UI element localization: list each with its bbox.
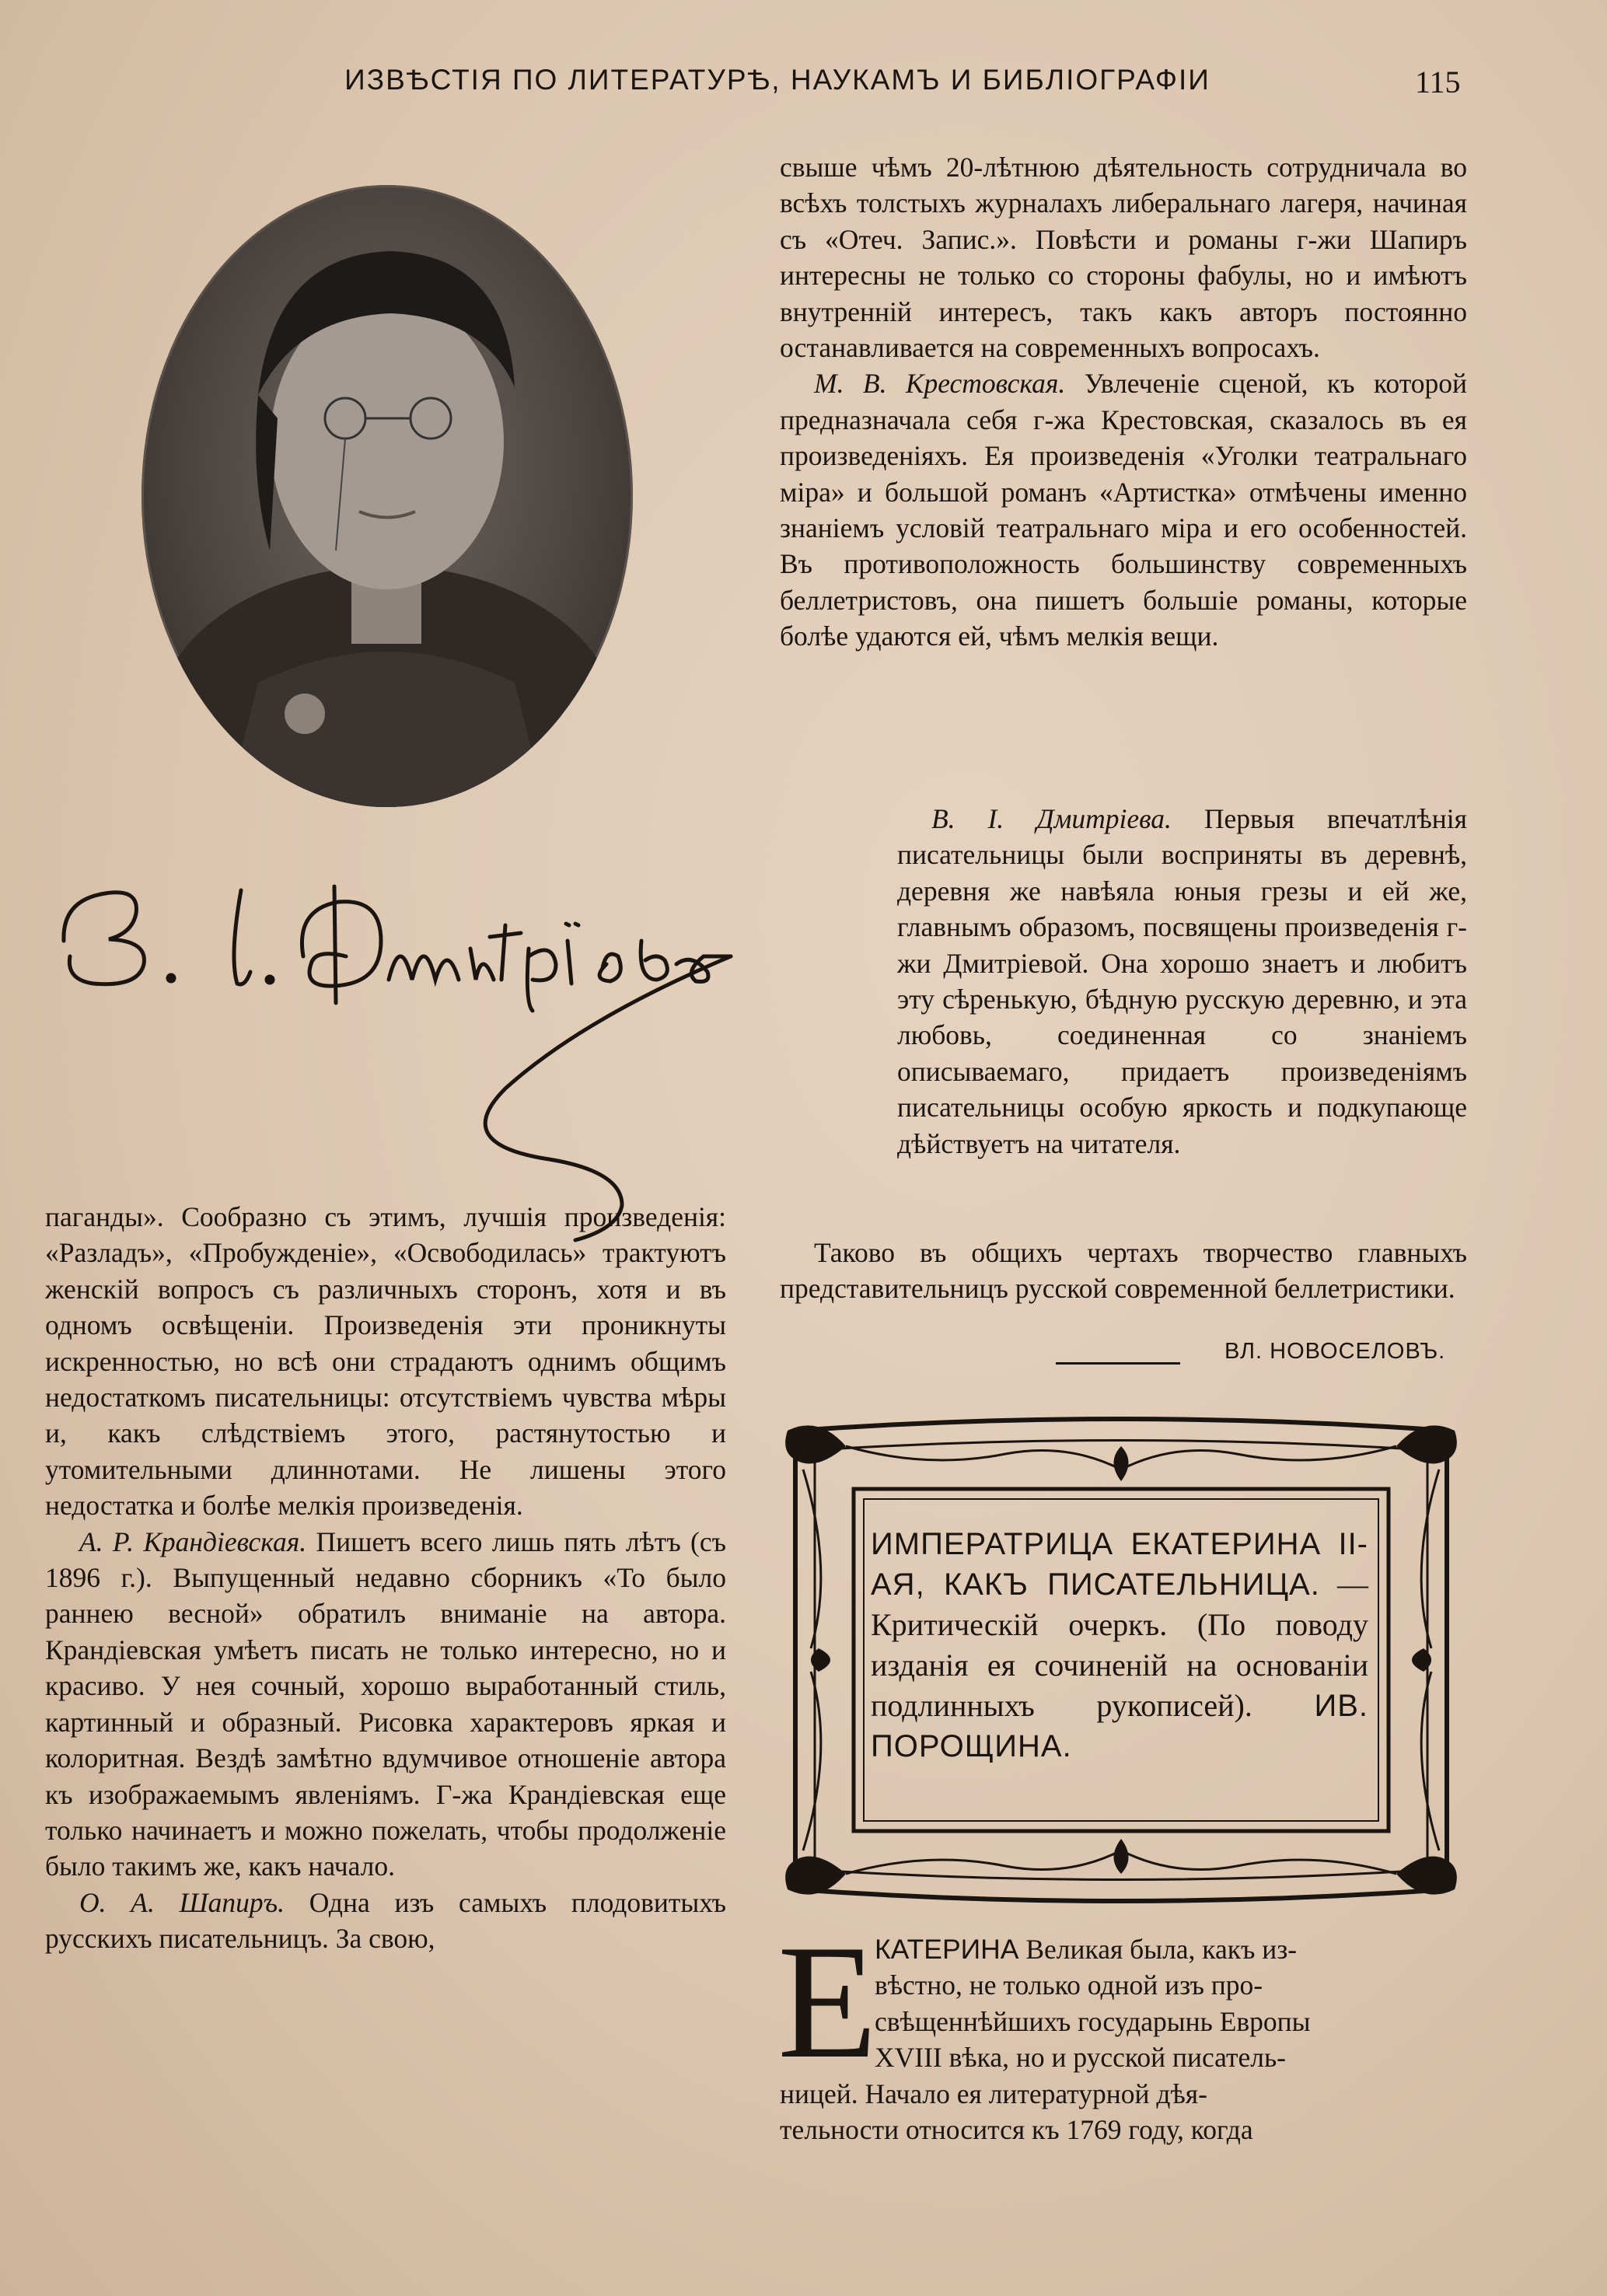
author-name-dmitrieva: В. І. Дмитріева. [931,803,1172,834]
paragraph-body: Увлеченіе сценой, къ которой предназначала себя г-жа Крестовская, сказалось въ ея произведеніяхъ. Ея произведенія «Уголки театральнаго міра» и большой романъ «Артистка» отмѣчены именно знаніемъ условій театральнаго міра и его особенностей. Въ противоположность большинству современныхъ беллетристовъ, она пишетъ большіе романы, которые болѣе удаются ей, чѣмъ мелкія вещи. [780,368,1468,652]
opening-line-1 [875,1931,1467,1967]
right-paragraph-1: свыше чѣмъ 20-лѣтнюю дѣятельность сотрудничала во всѣхъ толстыхъ журналахъ либеральнаго лагеря, начиная съ «Отеч. Запис.». Повѣсти и романы г-жи Шапиръ интересны не только со стороны фабулы, но и имѣютъ внутренній интересъ, такъ какъ авторъ постоянно останавливается на современныхъ вопросахъ. [780,152,1467,364]
portrait-illustration [141,185,633,807]
right-column-upper [780,149,1467,655]
author-name-krestovskaya: М. В. Крестовская. [814,368,1066,400]
article-author: ИВ. ПОРОЩИНА. [871,1689,1368,1763]
article-title: ИМПЕРАТРИЦА ЕКАТЕРИНА II-АЯ, КАКЪ ПИСАТЕЛЬНИЦА. [871,1527,1368,1602]
page-number: 115 [1415,65,1461,100]
article-opening-full [780,2076,1467,2148]
opening-line-5: ницей. Начало ея литературной дѣя- [780,2078,1207,2109]
section-rule [1056,1362,1180,1365]
opening-word: КАТЕРИНА [875,1934,1019,1965]
paragraph-body: Пишетъ всего лишь пять лѣтъ (съ 1896 г.). Выпущенный недавно сборникъ «То было раннею весной» обратилъ вниманіе на автора. Крандіевская умѣетъ писать не только интересно, но и красиво. У нея сочный, хорошо выработанный стиль, картинный и образный. Рисовка характеровъ яркая и колоритная. Вездѣ замѣтно вдумчивое отношеніе автора къ изображаемымъ явленіямъ. Г-жа Крандіевская еще только начинаетъ и можно пожелать, чтобы продолженіе было такимъ же, какъ начало. [45,1525,726,1882]
running-title: ИЗВѢСТІЯ ПО ЛИТЕРАТУРѢ, НАУКАМЪ И БИБЛІОГРАФІИ [344,64,1210,96]
left-column [45,1199,726,1957]
right-paragraph-3 [897,801,1467,1162]
article-byline: ВЛ. НОВОСЕЛОВЪ. [1224,1339,1446,1364]
author-signature-image [47,840,917,1244]
author-portrait-photo [141,185,633,807]
paragraph-body: Одна изъ самыхъ плодовитыхъ русскихъ писательницъ. За свою, [45,1886,726,1955]
author-name-krandievskaya: А. Р. Крандіевская. [79,1525,307,1557]
opening-line-4: XVIII вѣка, но и русской писатель- [875,2042,1286,2074]
article-opening-indented [875,1931,1467,2076]
left-paragraph-1: паганды». Сообразно съ этимъ, лучшія произведенія: «Разладъ», «Пробужденіе», «Освободилась» трактуютъ женскій вопросъ съ различныхъ сторонъ, хотя и въ одномъ освѣщеніи. Произведенія эти проникнуты искренностью, но всѣ они страдаютъ однимъ общимъ недостаткомъ писательницы: отсутствіемъ чувства мѣры и, какъ слѣдствіемъ этого, растянутостью и утомительными длиннотами. Не лишены этого недостатка и болѣе мелкія произведенія. [45,1201,726,1522]
paragraph-body: Первыя впечатлѣнія писательницы были восприняты въ деревнѣ, деревня же навѣяла юныя грезы и ей же, главнымъ образомъ, посвящены произведенія г-жи Дмитріевой. Она хорошо знаетъ и любитъ эту сѣренькую, бѣдную русскую деревню, и эта любовь, соединенная со знаніемъ описываемаго, придаетъ произведеніямъ писательницы особую яркость и подкупающе дѣйствуетъ на читателя. [897,803,1467,1159]
right-paragraph-4: Таково въ общихъ чертахъ творчество главныхъ представительницъ русской современной беллетристики. [780,1237,1467,1305]
opening-line-1-text: Великая была, какъ из- [1018,1934,1298,1965]
opening-line-3: свѣщеннѣйшихъ государынь Европы [875,2005,1311,2037]
right-paragraph-2 [780,365,1467,654]
opening-line-2: вѣстно, не только одной изъ про- [875,1969,1263,2001]
right-column-closing [780,1235,1467,1307]
article-subtitle: — Критическій очеркъ. (По поводу изданія ея сочиненій на основаніи подлинныхъ рукописей). [871,1567,1369,1723]
right-column-narrow [897,801,1467,1162]
article-title-block [871,1524,1368,1767]
left-paragraph-2 [45,1524,726,1885]
drop-cap: Е [777,1912,878,2092]
author-name-shapir: О. А. Шапиръ. [79,1886,285,1918]
opening-line-6: тельности относится къ 1769 году, когда [780,2114,1253,2146]
left-paragraph-3 [45,1885,726,1957]
